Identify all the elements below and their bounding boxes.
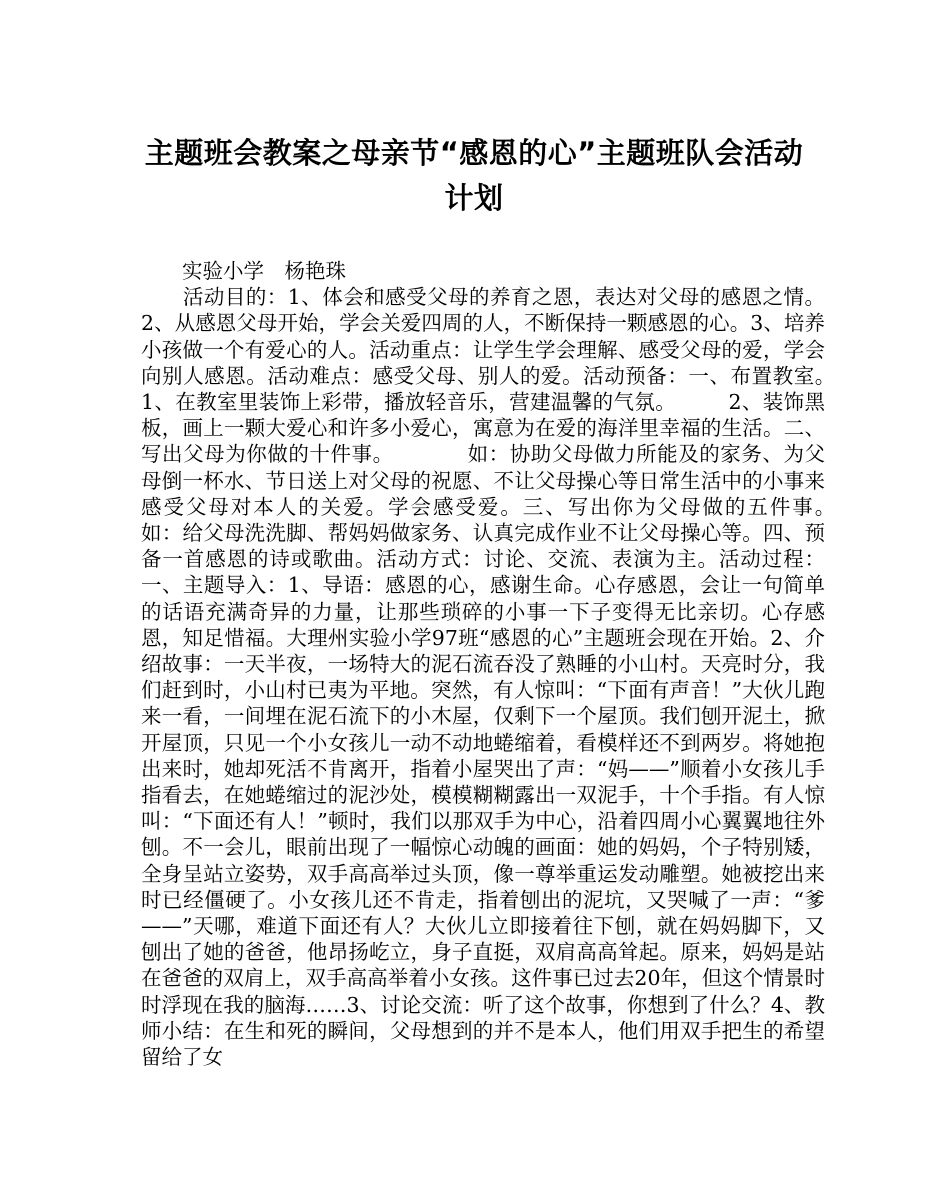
document-body: 实验小学 杨艳珠 活动目的：1、体会和感受父母的养育之恩，表达对父母的感恩之情。2、从感恩父母开始，学会关爱四周的人，不断保持一颗感恩的心。3、培养小孩做一个有爱心的人。活动重点：让学生学会理解、感受父母的爱，学会向别人感恩。活动难点：感受父母、别人的爱。活动预备：一、布置教室。 1、在教室里装饰上彩带，播放轻音乐，营建温馨的气氛。 2、装饰黑板，画上一颗大爱心和许多小爱心，寓意为在爱的海洋里幸福的生活。二、写出父母为你做的十件事。 如：协助父母做力所能及的家务、为父母倒一杯水、节日送上对父母的祝愿、不让父母操心等日常生活中的小事来感受父母对本人的关爱。学会感受爱。三、写出你为父母做的五件事。 如：给父母洗洗脚、帮妈妈做家务、认真完成作业不让父母操心等。四、预备一首感恩的诗或歌曲。活动方式：讨论、交流、表演为主。活动过程：一、主题导入：1、导语：感恩的心，感谢生命。心存感恩，会让一句简单的话语充满奇异的力量，让那些琐碎的小事一下子变得无比亲切。心存感恩，知足惜福。大理州实验小学97班“感恩的心”主题班会现在开始。2、介绍故事：一天半夜，一场特大的泥石流吞没了熟睡的小山村。天亮时分，我们赶到时，小山村已夷为平地。突然，有人惊叫：“下面有声音！”大伙儿跑来一看，一间埋在泥石流下的小木屋，仅剩下一个屋顶。我们刨开泥土，掀开屋顶，只见一个小女孩儿一动不动地蜷缩着，看模样还不到两岁。将她抱出来时，她却死活不肯离开，指着小屋哭出了声：“妈——”顺着小女孩儿手指看去，在她蜷缩过的泥沙处，模模糊糊露出一双泥手，十个手指。有人惊叫：“下面还有人！”顿时，我们以那双手为中心，沿着四周小心翼翼地往外刨。不一会儿，眼前出现了一幅惊心动魄的画面：她的妈妈，个子特别矮，全身呈站立姿势，双手高高举过头顶，像一尊举重运发动雕塑。她被挖出来时已经僵硬了。小女孩儿还不肯走，指着刨出的泥坑，又哭喊了一声：“爹——”天哪，难道下面还有人？大伙儿立即接着往下刨，就在妈妈脚下，又刨出了她的爸爸，他昂扬屹立，身子直挺，双肩高高耸起。原来，妈妈是站在爸爸的双肩上，双手高高举着小女孩。这件事已过去20年，但这个情景时时浮现在我的脑海……3、讨论交流：听了这个故事，你想到了什么？4、教师小结：在生和死的瞬间，父母想到的并不是本人，他们用双手把生的希望留给了女 — [141, 259, 825, 1070]
document-title: 主题班会教案之母亲节“感恩的心”主题班队会活动计划 — [144, 136, 804, 215]
